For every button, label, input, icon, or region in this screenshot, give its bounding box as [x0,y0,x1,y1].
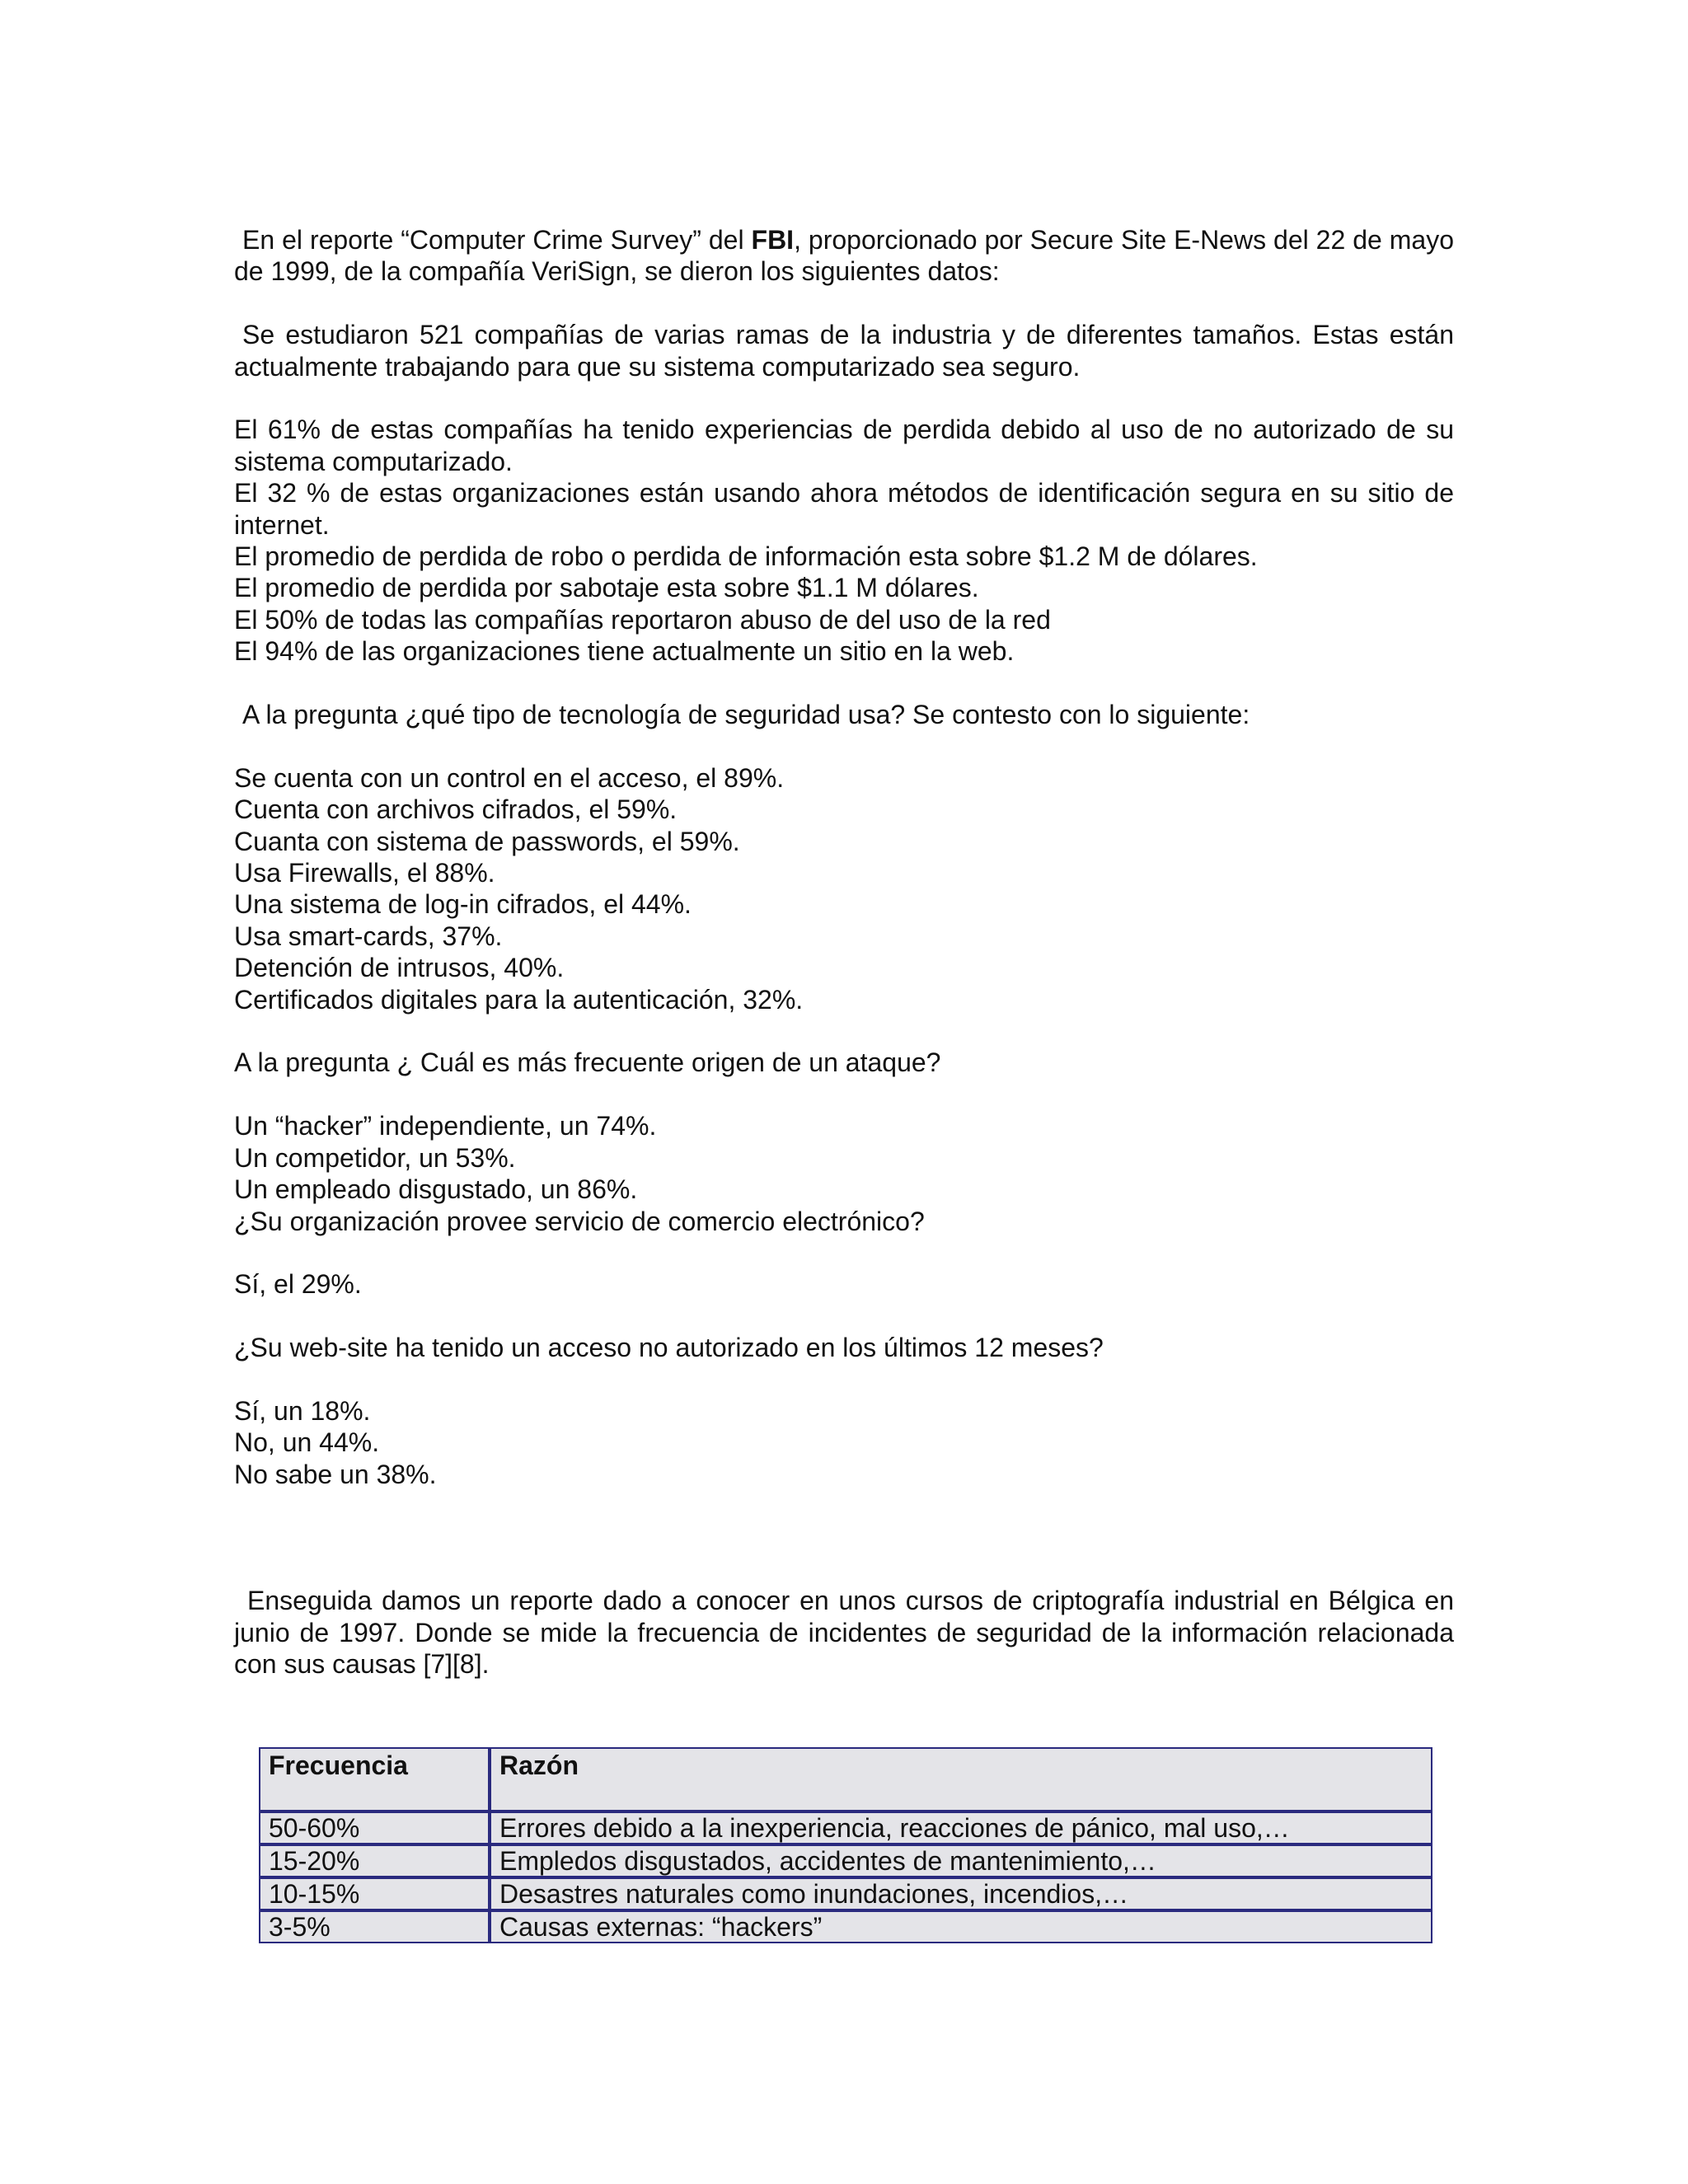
stat-line: El promedio de perdida de robo o perdida de información esta sobre $1.2 M de dólares. [234,541,1258,572]
tech-answer: Una sistema de log-in cifrados, el 44%. [234,889,692,920]
frequency-table [259,1747,1432,1943]
question-ecommerce: ¿Su organización provee servicio de comercio electrónico? [234,1206,925,1236]
table-header-row [259,1747,1432,1811]
stat-line: El 94% de las organizaciones tiene actualmente un sitio en la web. [234,636,1015,667]
tech-answer: Certificados digitales para la autenticación, 32%. [234,984,804,1015]
tech-answer: Se cuenta con un control en el acceso, el 89%. [234,762,785,793]
table-row [259,1844,1432,1877]
question-attack-origin: A la pregunta ¿ Cuál es más frecuente origen de un ataque? [234,1047,941,1078]
cell-frecuencia: 10-15% [259,1877,490,1910]
document-body [234,224,1454,1680]
tech-answer: Cuanta con sistema de passwords, el 59%. [234,826,740,856]
cell-razon: Desastres naturales como inundaciones, incendios,… [490,1877,1432,1910]
cell-frecuencia: 3-5% [259,1910,490,1943]
stat-line: El promedio de perdida por sabotaje esta sobre $1.1 M dólares. [234,573,979,603]
cell-frecuencia: 50-60% [259,1811,490,1844]
origin-answer: Un competidor, un 53%. [234,1142,516,1173]
website-answer: Sí, un 18%. [234,1395,371,1426]
origin-answer: Un empleado disgustado, un 86%. [234,1174,638,1205]
table-row [259,1811,1432,1844]
website-answer: No sabe un 38%. [234,1459,437,1489]
cell-razon: Errores debido a la inexperiencia, reacciones de pánico, mal uso,… [490,1811,1432,1844]
question-technology: A la pregunta ¿qué tipo de tecnología de seguridad usa? Se contesto con lo siguiente: [242,700,1250,730]
tech-answer: Usa Firewalls, el 88%. [234,858,495,888]
tech-answer: Cuenta con archivos cifrados, el 59%. [234,794,678,825]
table-row [259,1877,1432,1910]
header-razon: Razón [490,1747,1432,1811]
stat-line: El 32 % de estas organizaciones están usando ahora métodos de identificación segura en su sitio de internet. [234,478,1454,540]
table-row [259,1910,1432,1943]
origin-answer: Un “hacker” independiente, un 74%. [234,1111,657,1141]
stat-line: El 50% de todas las compañías reportaron abuso de del uso de la red [234,604,1051,635]
question-website-access: ¿Su web-site ha tenido un acceso no autorizado en los últimos 12 meses? [234,1333,1104,1363]
cell-frecuencia: 15-20% [259,1844,490,1877]
belgium-paragraph: Enseguida damos un reporte dado a conocer en unos cursos de criptografía industrial en Bélgica en junio de 1997. Donde se mide la frecuencia de incidentes de seguridad de la información relacionada con sus causas [7][8]. [234,1586,1454,1679]
intro-paragraph [234,224,1454,288]
website-answer: No, un 44%. [234,1427,380,1458]
intro-text-end: , proporcionado por Secure Site E-News del 22 de mayo de 1999, de la compañía VeriSign, se dieron los siguientes datos: [234,225,1455,287]
studied-paragraph: Se estudiaron 521 compañías de varias ramas de la industria y de diferentes tamaños. Estas están actualmente trabajando para que su sistema computarizado sea seguro. [234,320,1454,382]
tech-answer: Usa smart-cards, 37%. [234,921,503,951]
cell-razon: Empledos disgustados, accidentes de mantenimiento,… [490,1844,1432,1877]
tech-answer: Detención de intrusos, 40%. [234,953,565,983]
intro-bold-fbi: FBI [751,225,795,255]
stat-line: El 61% de estas compañías ha tenido experiencias de perdida debido al uso de no autorizado de su sistema computarizado. [234,415,1454,476]
header-frecuencia: Frecuencia [259,1747,490,1811]
intro-text-start: En el reporte “Computer Crime Survey” del [242,225,752,255]
cell-razon: Causas externas: “hackers” [490,1910,1432,1943]
ecommerce-answer: Sí, el 29%. [234,1269,362,1300]
